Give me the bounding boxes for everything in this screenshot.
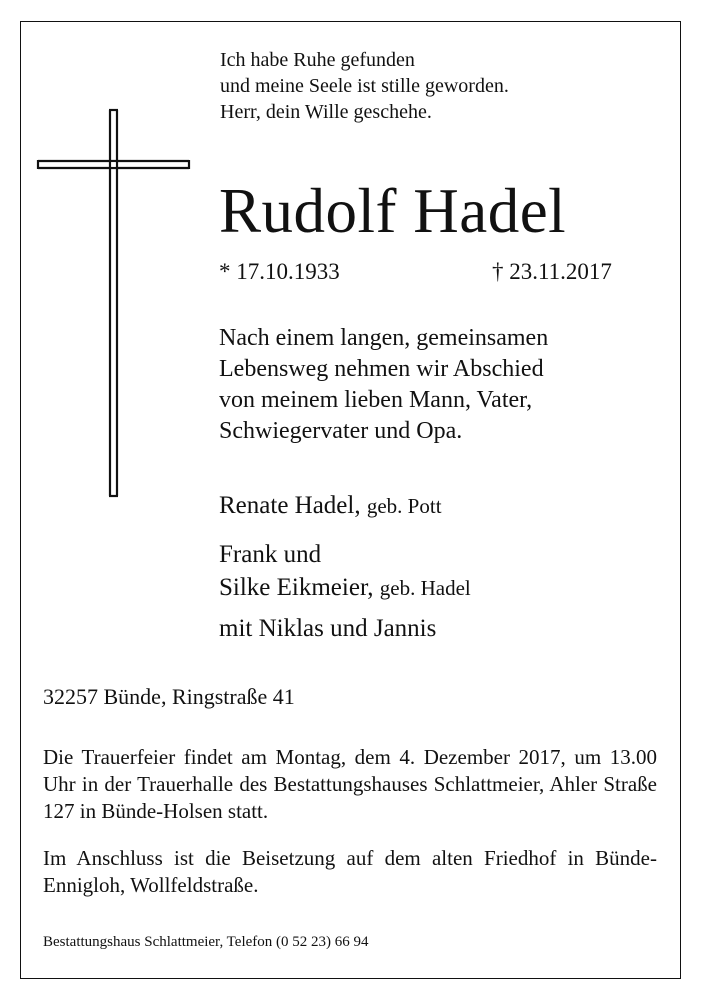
mourner-line: [219, 489, 442, 523]
mourner-name: Silke Eikmeier,: [219, 574, 374, 601]
family-address: 32257 Bünde, Ringstraße 41: [43, 684, 295, 709]
verse-line: Herr, dein Wille geschehe.: [220, 101, 432, 123]
funeral-home-contact: Bestattungshaus Schlattmeier, Telefon (0 52 23) 66 94: [43, 934, 369, 950]
mourner-line: Frank und: [219, 541, 322, 568]
message-line: Lebensweg nehmen wir Abschied: [219, 356, 544, 382]
mourner-line: [219, 571, 471, 605]
maiden-name-note: geb. Hadel: [379, 576, 471, 600]
verse-line: und meine Seele ist stille geworden.: [220, 75, 509, 97]
deceased-name: Rudolf Hadel: [219, 176, 567, 246]
burial-info: Im Anschluss ist die Beisetzung auf dem alten Friedhof in Bünde-Ennigloh, Wollfeldstraße.: [43, 846, 657, 897]
funeral-info: Die Trauerfeier findet am Montag, dem 4. Dezember 2017, um 13.00 Uhr in der Trauerhalle des Bestattungshauses Schlattmeier, Ahler Straße 127 in Bünde-Holsen statt.: [43, 745, 657, 823]
mourner-line: mit Niklas und Jannis: [219, 615, 437, 642]
mourner-name: Renate Hadel,: [219, 492, 361, 519]
message-line: Nach einem langen, gemeinsamen: [219, 325, 549, 351]
message-line: Schwiegervater und Opa.: [219, 418, 463, 444]
verse-line: Ich habe Ruhe gefunden: [220, 49, 415, 71]
birth-date: * 17.10.1933: [219, 259, 340, 284]
bible-verse: [220, 47, 509, 125]
message-line: von meinem lieben Mann, Vater,: [219, 387, 533, 413]
maiden-name-note: geb. Pott: [366, 494, 442, 518]
death-date: † 23.11.2017: [492, 259, 612, 284]
farewell-message: [219, 323, 548, 447]
